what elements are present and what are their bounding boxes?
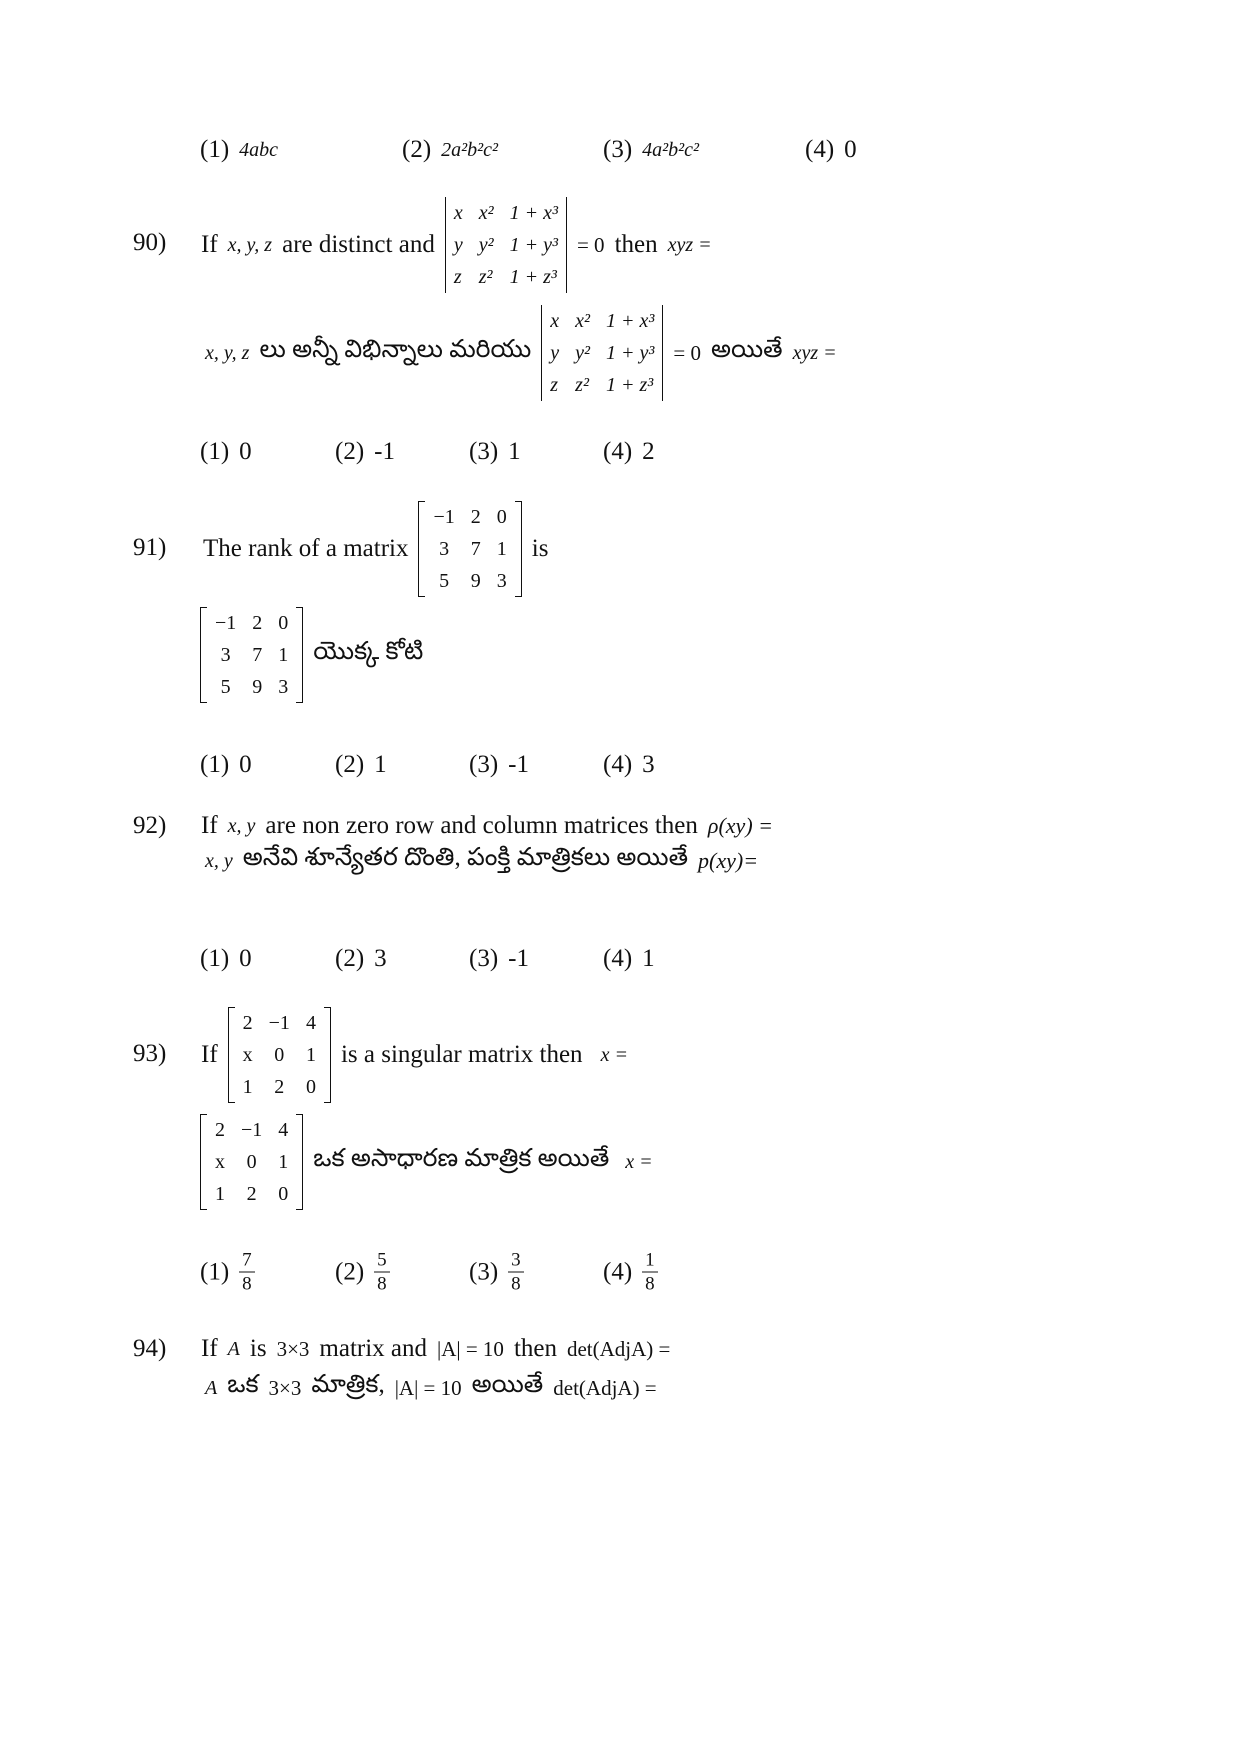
matrix-cell: z bbox=[453, 266, 462, 288]
option-value: 4abc bbox=[239, 138, 279, 161]
question-94-telugu bbox=[205, 1371, 657, 1405]
denominator: 8 bbox=[377, 1273, 387, 1295]
option-label: (1) bbox=[200, 136, 230, 163]
option-label: (3) bbox=[603, 136, 633, 163]
question-91-english bbox=[203, 501, 548, 597]
option-value: 4a²b²c² bbox=[642, 138, 700, 161]
question-text: The rank of a matrix bbox=[203, 535, 409, 562]
option-value: -1 bbox=[508, 751, 529, 778]
matrix-cell: 1 + y³ bbox=[509, 234, 558, 256]
bracket-left bbox=[228, 1007, 235, 1103]
bracket-right bbox=[515, 501, 522, 597]
question-text: If bbox=[201, 812, 218, 839]
option-label: (1) bbox=[200, 1258, 230, 1285]
question-text: ఒక అసాధారణ మాత్రిక అయితే bbox=[313, 1145, 610, 1172]
q93-option-1 bbox=[200, 1249, 255, 1296]
matrix-cell: 0 bbox=[278, 1183, 289, 1205]
matrix-cell: 9 bbox=[252, 676, 263, 698]
matrix-cell: 1 bbox=[305, 1044, 316, 1066]
question-text: are distinct and bbox=[282, 231, 435, 258]
matrix-cell: 2 bbox=[470, 506, 481, 528]
option-label: (1) bbox=[200, 945, 230, 972]
question-91-telugu bbox=[200, 607, 423, 703]
question-93-english bbox=[201, 1007, 628, 1103]
math-result: xyz = bbox=[667, 233, 712, 256]
math-size: 3×3 bbox=[268, 1375, 302, 1400]
q92-option-4 bbox=[603, 945, 655, 973]
question-93-telugu bbox=[200, 1114, 653, 1210]
question-text: are non zero row and column matrices then bbox=[265, 812, 698, 839]
question-text: is a singular matrix then bbox=[340, 1041, 583, 1068]
matrix-cell: y bbox=[453, 234, 463, 256]
math-variables: x, y bbox=[227, 814, 256, 837]
numerator: 3 bbox=[508, 1249, 524, 1273]
question-text: then bbox=[513, 1335, 557, 1362]
math-result: x = bbox=[625, 1150, 653, 1173]
matrix-cell: 1 + z³ bbox=[509, 266, 557, 288]
denominator: 8 bbox=[511, 1273, 521, 1295]
q90-option-3 bbox=[469, 438, 521, 466]
option-value: 0 bbox=[239, 438, 252, 465]
q90-option-4 bbox=[603, 438, 655, 466]
matrix-cell: −1 bbox=[268, 1012, 290, 1034]
math-determinant: |A| = 10 bbox=[394, 1375, 462, 1400]
matrix-cell: −1 bbox=[215, 612, 237, 634]
matrix-cell: 1 bbox=[278, 644, 289, 666]
option-label: (4) bbox=[603, 438, 633, 465]
matrix-cell: 0 bbox=[305, 1076, 316, 1098]
prev-option-4 bbox=[805, 136, 857, 164]
q90-option-2 bbox=[335, 438, 395, 466]
matrix-grid bbox=[446, 197, 566, 293]
math-result: det(AdjA) = bbox=[566, 1336, 671, 1361]
q93-option-3 bbox=[469, 1249, 524, 1296]
matrix-cell: y² bbox=[478, 234, 494, 256]
matrix-cell: 2 bbox=[215, 1119, 225, 1141]
option-value: 2 bbox=[642, 438, 655, 465]
matrix-cell: 7 bbox=[252, 644, 263, 666]
determinant bbox=[445, 197, 567, 293]
question-text: If bbox=[201, 1335, 218, 1362]
fraction bbox=[374, 1249, 390, 1296]
option-value: 1 bbox=[642, 945, 655, 972]
matrix-cell: 5 bbox=[220, 676, 231, 698]
matrix-cell: x² bbox=[575, 310, 591, 332]
denominator: 8 bbox=[242, 1273, 252, 1295]
option-value: 1 bbox=[374, 751, 387, 778]
option-label: (2) bbox=[335, 438, 365, 465]
matrix-cell: −1 bbox=[433, 506, 455, 528]
option-label: (4) bbox=[603, 1258, 633, 1285]
matrix-cell: 1 + z³ bbox=[606, 374, 654, 396]
numerator: 7 bbox=[239, 1249, 255, 1273]
matrix-cell: 4 bbox=[305, 1012, 316, 1034]
bracket-left bbox=[418, 501, 425, 597]
math-variables: x, y, z bbox=[205, 341, 250, 364]
matrix-cell: y bbox=[550, 342, 560, 364]
question-text: matrix and bbox=[319, 1335, 428, 1362]
matrix-cell: 0 bbox=[496, 506, 507, 528]
math-equals: = 0 bbox=[576, 232, 605, 257]
option-label: (1) bbox=[200, 438, 230, 465]
bracket-right bbox=[296, 607, 303, 703]
prev-option-1 bbox=[200, 136, 278, 164]
matrix-cell: x bbox=[242, 1044, 253, 1066]
matrix-cell: 3 bbox=[220, 644, 231, 666]
matrix-cell: z bbox=[550, 374, 559, 396]
matrix-cell: y² bbox=[575, 342, 591, 364]
matrix-cell: 0 bbox=[274, 1044, 285, 1066]
matrix-grid bbox=[542, 305, 662, 401]
question-text: అయితే bbox=[711, 336, 783, 363]
fraction bbox=[642, 1249, 658, 1296]
matrix-cell: 3 bbox=[278, 676, 289, 698]
question-text: If bbox=[201, 231, 218, 258]
matrix-cell: 2 bbox=[252, 612, 263, 634]
matrix-cell: x bbox=[453, 202, 463, 224]
question-90-telugu bbox=[205, 305, 837, 401]
question-text: then bbox=[614, 231, 658, 258]
matrix bbox=[200, 607, 303, 703]
question-number: 92) bbox=[133, 812, 167, 839]
math-variables: x, y, z bbox=[227, 233, 273, 256]
option-label: (2) bbox=[402, 136, 432, 163]
option-value: 0 bbox=[239, 751, 252, 778]
option-value: -1 bbox=[374, 438, 395, 465]
q92-option-3 bbox=[469, 945, 529, 973]
question-text: యొక్క కోటి bbox=[313, 638, 424, 665]
matrix bbox=[200, 1114, 303, 1210]
matrix-cell: 1 + x³ bbox=[509, 202, 558, 224]
matrix-cell: x bbox=[550, 310, 560, 332]
matrix-cell: 2 bbox=[242, 1012, 253, 1034]
matrix-cell: 1 + y³ bbox=[606, 342, 655, 364]
question-text: అయితే bbox=[471, 1371, 544, 1398]
bracket-right bbox=[324, 1007, 331, 1103]
q92-option-2 bbox=[335, 945, 387, 973]
matrix-grid bbox=[207, 607, 296, 703]
determinant-bar-right bbox=[566, 197, 567, 293]
matrix-cell: z² bbox=[575, 374, 589, 396]
q93-option-4 bbox=[603, 1249, 658, 1296]
q91-option-1 bbox=[200, 751, 252, 779]
q91-option-4 bbox=[603, 751, 655, 779]
question-text: is bbox=[531, 535, 549, 562]
matrix-cell: 2 bbox=[246, 1183, 257, 1205]
math-variables: x, y bbox=[205, 849, 233, 872]
math-result: ρ(xy) = bbox=[707, 813, 773, 838]
prev-option-2 bbox=[402, 136, 498, 164]
q91-option-2 bbox=[335, 751, 387, 779]
option-value: -1 bbox=[508, 945, 529, 972]
matrix-cell: 1 bbox=[215, 1183, 225, 1205]
option-label: (3) bbox=[469, 751, 499, 778]
matrix-cell: 1 bbox=[496, 538, 507, 560]
matrix-cell: 0 bbox=[246, 1151, 257, 1173]
question-number: 93) bbox=[133, 1040, 167, 1067]
option-label: (3) bbox=[469, 1258, 499, 1285]
denominator: 8 bbox=[645, 1273, 655, 1295]
matrix-cell: x bbox=[215, 1151, 225, 1173]
question-text: is bbox=[249, 1335, 267, 1362]
numerator: 5 bbox=[374, 1249, 390, 1273]
option-value: 2a²b²c² bbox=[441, 138, 499, 161]
option-label: (1) bbox=[200, 751, 230, 778]
matrix-cell: 4 bbox=[278, 1119, 289, 1141]
bracket-left bbox=[200, 1114, 207, 1210]
question-number: 94) bbox=[133, 1335, 167, 1362]
math-result: p(xy)= bbox=[698, 848, 759, 873]
matrix bbox=[418, 501, 521, 597]
question-text: ఒక bbox=[227, 1371, 259, 1398]
math-variable: A bbox=[227, 1337, 240, 1360]
question-text: If bbox=[201, 1041, 218, 1068]
matrix-grid bbox=[235, 1007, 324, 1103]
matrix-cell: 1 + x³ bbox=[606, 310, 655, 332]
math-equals: = 0 bbox=[673, 340, 701, 365]
q93-option-2 bbox=[335, 1249, 390, 1296]
matrix-grid bbox=[207, 1114, 296, 1210]
option-label: (2) bbox=[335, 1258, 365, 1285]
question-text: అనేవి శూన్యేతర దొంతి, పంక్తి మాత్రికలు అయితే bbox=[242, 844, 689, 871]
question-92-telugu bbox=[205, 844, 758, 878]
determinant-bar-right bbox=[662, 305, 663, 401]
option-label: (2) bbox=[335, 945, 365, 972]
matrix bbox=[228, 1007, 331, 1103]
bracket-left bbox=[200, 607, 207, 703]
question-number: 91) bbox=[133, 534, 167, 561]
prev-option-3 bbox=[603, 136, 699, 164]
fraction bbox=[239, 1249, 255, 1296]
numerator: 1 bbox=[642, 1249, 658, 1273]
matrix-cell: 2 bbox=[274, 1076, 285, 1098]
option-label: (3) bbox=[469, 438, 499, 465]
determinant bbox=[541, 305, 663, 401]
matrix-grid bbox=[425, 501, 514, 597]
question-number: 90) bbox=[133, 229, 167, 256]
math-result: xyz = bbox=[792, 341, 837, 364]
q90-option-1 bbox=[200, 438, 252, 466]
q92-option-1 bbox=[200, 945, 252, 973]
matrix-cell: 3 bbox=[496, 570, 507, 592]
matrix-cell: 3 bbox=[439, 538, 450, 560]
fraction bbox=[508, 1249, 524, 1296]
option-label: (4) bbox=[603, 751, 633, 778]
matrix-cell: 1 bbox=[242, 1076, 253, 1098]
matrix-cell: 0 bbox=[278, 612, 289, 634]
matrix-cell: x² bbox=[478, 202, 494, 224]
math-determinant: |A| = 10 bbox=[437, 1336, 504, 1361]
question-text: మాత్రిక, bbox=[311, 1371, 385, 1398]
q91-option-3 bbox=[469, 751, 529, 779]
matrix-cell: 7 bbox=[470, 538, 481, 560]
question-text: లు అన్నీ విభిన్నాలు మరియు bbox=[259, 336, 532, 363]
bracket-right bbox=[296, 1114, 303, 1210]
matrix-cell: −1 bbox=[241, 1119, 263, 1141]
option-label: (2) bbox=[335, 751, 365, 778]
option-value: 1 bbox=[508, 438, 521, 465]
math-result: x = bbox=[600, 1043, 628, 1066]
question-94-english bbox=[201, 1335, 670, 1363]
option-value: 3 bbox=[642, 751, 655, 778]
option-label: (4) bbox=[603, 945, 633, 972]
option-label: (4) bbox=[805, 136, 835, 163]
matrix-cell: z² bbox=[478, 266, 493, 288]
question-92-english bbox=[201, 812, 773, 840]
math-size: 3×3 bbox=[276, 1336, 310, 1361]
math-variable: A bbox=[205, 1376, 218, 1399]
option-value: 3 bbox=[374, 945, 387, 972]
option-value: 0 bbox=[239, 945, 252, 972]
option-value: 0 bbox=[844, 136, 857, 163]
math-result: det(AdjA) = bbox=[553, 1375, 657, 1400]
matrix-cell: 9 bbox=[470, 570, 481, 592]
question-90-english bbox=[201, 197, 712, 293]
matrix-cell: 5 bbox=[439, 570, 450, 592]
option-label: (3) bbox=[469, 945, 499, 972]
matrix-cell: 1 bbox=[278, 1151, 289, 1173]
